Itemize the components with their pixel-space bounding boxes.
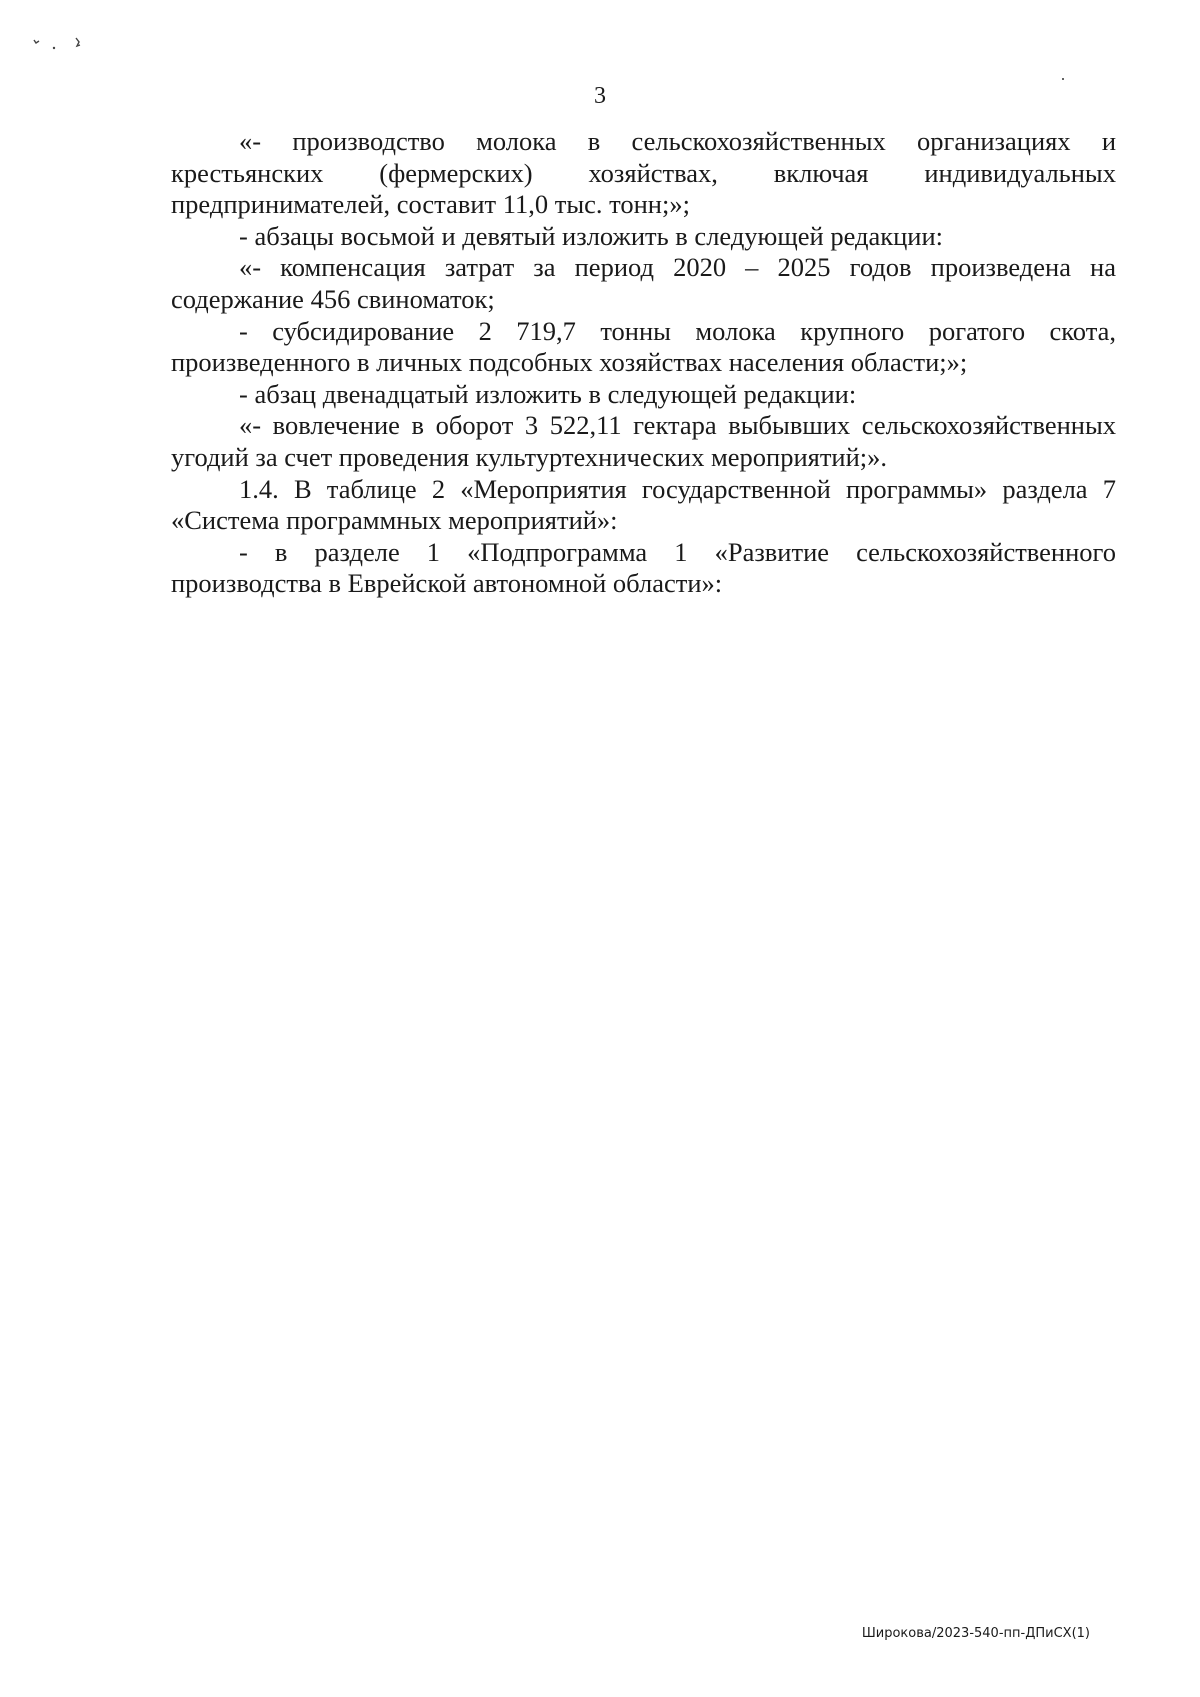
paragraph-table-2: 1.4. В таблице 2 «Мероприятия государственной программы» раздела 7 «Система программных мероприятий»: [171, 473, 1116, 536]
paragraph-sow-compensation: «- компенсация затрат за период 2020 – 2025 годов произведена на содержание 456 свиноматок; [171, 252, 1116, 314]
page-number: 3 [594, 83, 606, 109]
document-body [171, 126, 1116, 600]
scan-artifact-marks [30, 34, 90, 54]
paragraph-milk-subsidy: - субсидирование 2 719,7 тонны молока крупного рогатого скота, произведенного в личных подсобных хозяйствах населения области;»; [171, 315, 1116, 378]
paragraph-subprogram-1: - в разделе 1 «Подпрограмма 1 «Развитие сельскохозяйственного производства в Еврейской автономной области»: [171, 536, 1116, 599]
paragraph-amend-8-9: - абзацы восьмой и девятый изложить в следующей редакции: [239, 220, 944, 251]
paragraph-amend-12: - абзац двенадцатый изложить в следующей редакции: [239, 378, 857, 409]
paragraph-land-involvement: «- вовлечение в оборот 3 522,11 гектара выбывших сельскохозяйственных угодий за счет проведения культуртехнических мероприятий;». [171, 410, 1116, 472]
paragraph-milk-production: «- производство молока в сельскохозяйственных организациях и крестьянских (фермерских) хозяйствах, включая индивидуальных предпринимателей, составит 11,0 тыс. тонн;»; [171, 126, 1116, 220]
footer-reference: Широкова/2023-540-пп-ДПиСХ(1) [861, 1626, 1090, 1641]
